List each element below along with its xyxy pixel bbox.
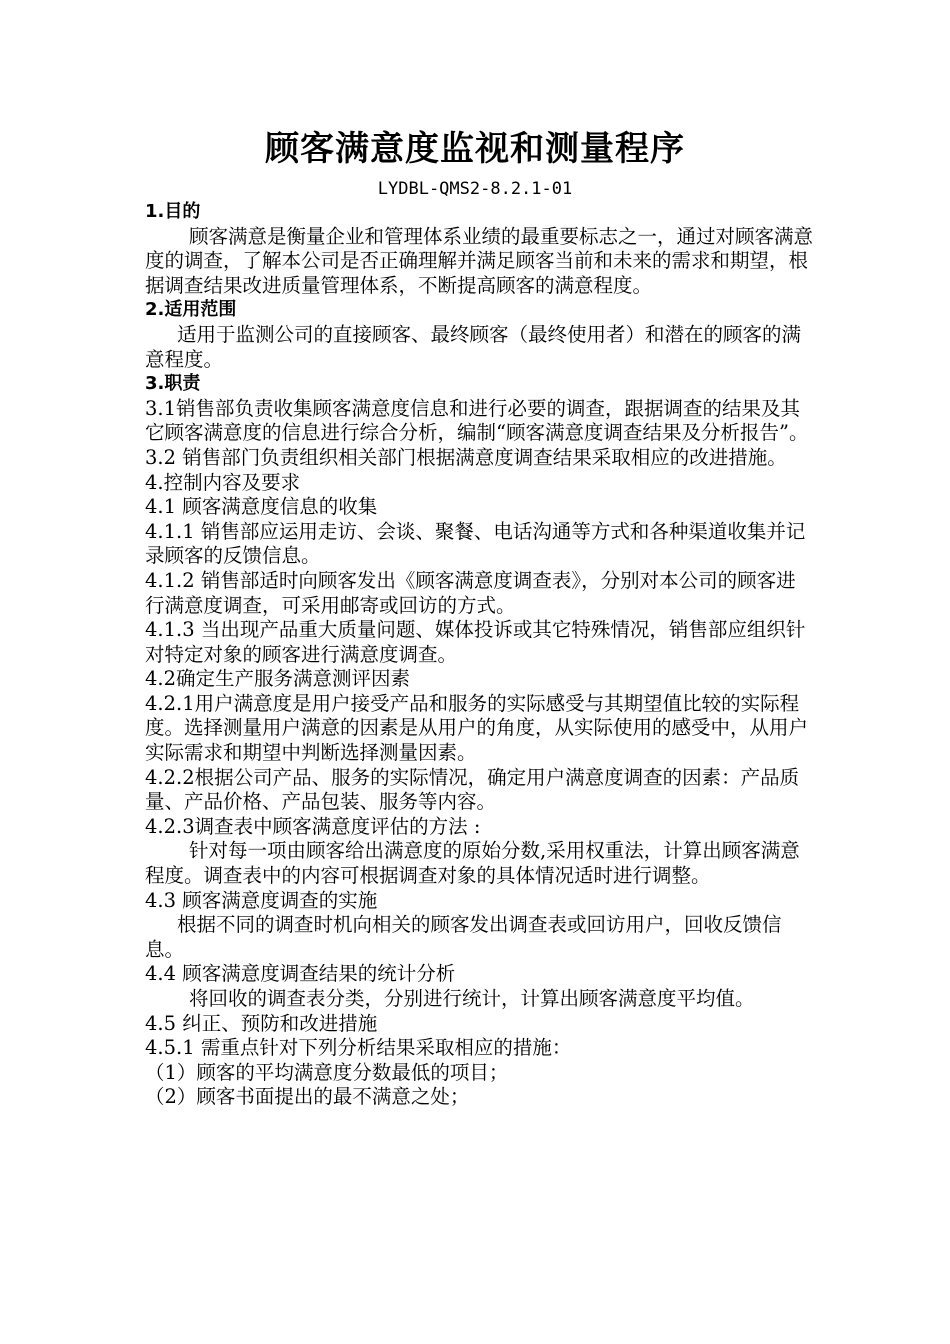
paragraph-4-2-3: 4.2.3调查表中顾客满意度评估的方法 : <box>145 814 481 838</box>
paragraph-4-5-1: 4.5.1 需重点针对下列分析结果采取相应的措施： <box>145 1036 572 1060</box>
paragraph-purpose: 顾客满意是衡量企业和管理体系业绩的最重要标志之一，通过对顾客满意度的调查，了解本公司是否正确理解并满足顾客当前和未来的需求和期望，根据调查结果改进质量管理体系，不断提高顾客的满意程度。 <box>145 224 814 297</box>
paragraph-4-4-body: 将回收的调查表分类，分别进行统计，计算出顾客满意度平均值。 <box>189 987 755 1010</box>
paragraph-4-2-1: 4.2.1用户满意度是用户接受产品和服务的实际感受与其期望值比较的实际程度。选择测量用户满意的因素是从用户的角度，从实际使用的感受中，从用户实际需求和期望中判断选择测量因素。 <box>145 691 809 765</box>
list-item-2: （2）顾客书面提出的最不满意之处； <box>145 1085 470 1109</box>
paragraph-4-2-2: 4.2.2根据公司产品、服务的实际情况，确定用户满意度调查的因素：产品质量、产品价格、产品包装、服务等内容。 <box>145 765 800 814</box>
section-heading-control: 4.控制内容及要求 <box>145 470 301 494</box>
paragraph-4-1: 4.1 顾客满意度信息的收集 <box>145 495 378 519</box>
section-heading-responsibility: 3.职责 <box>145 373 201 395</box>
paragraph-4-5: 4.5 纠正、预防和改进措施 <box>145 1011 378 1035</box>
paragraph-3-1: 3.1销售部负责收集顾客满意度信息和进行必要的调查，跟据调查的结果及其它顾客满意度的信息进行综合分析，编制“顾客满意度调查结果及分析报告”。 <box>145 396 809 445</box>
paragraph-4-2-3-body: 针对每一项由顾客给出满意度的原始分数,采用权重法，计算出顾客满意程度。调查表中的内容可根据调查对象的具体情况适时进行调整。 <box>145 839 800 888</box>
paragraph-4-3-body: 根据不同的调查时机向相关的顾客发出调查表或回访用户，回收反馈信息。 <box>145 913 782 961</box>
paragraph-4-3: 4.3 顾客满意度调查的实施 <box>145 888 378 912</box>
paragraph-4-1-3: 4.1.3 当出现产品重大质量问题、媒体投诉或其它特殊情况，销售部应组织针对特定对象的顾客进行满意度调查。 <box>145 618 806 666</box>
paragraph-4-1-2: 4.1.2 销售部适时向顾客发出《顾客满意度调查表》，分别对本公司的顾客进行满意度调查，可采用邮寄或回访的方式。 <box>145 568 796 617</box>
paragraph-3-2: 3.2 销售部门负责组织相关部门根据满意度调查结果采取相应的改进措施。 <box>145 445 787 469</box>
paragraph-4-2: 4.2确定生产服务满意测评因素 <box>145 667 411 691</box>
paragraph-scope: 适用于监测公司的直接顾客、最终顾客（最终使用者）和潜在的顾客的满意程度。 <box>145 322 802 371</box>
document-title: 顾客满意度监视和测量程序 <box>265 129 685 169</box>
section-heading-purpose: 1.目的 <box>145 201 201 222</box>
document-number: LYDBL-QMS2-8.2.1-01 <box>377 179 573 199</box>
document-body <box>145 200 813 1110</box>
list-item-1: （1）顾客的平均满意度分数最低的项目； <box>145 1060 509 1084</box>
paragraph-4-4: 4.4 顾客满意度调查结果的统计分析 <box>145 962 456 986</box>
paragraph-4-1-1: 4.1.1 销售部应运用走访、会谈、聚餐、电话沟通等方式和各种渠道收集并记录顾客的反馈信息。 <box>145 519 806 568</box>
section-heading-scope: 2.适用范围 <box>145 299 237 321</box>
